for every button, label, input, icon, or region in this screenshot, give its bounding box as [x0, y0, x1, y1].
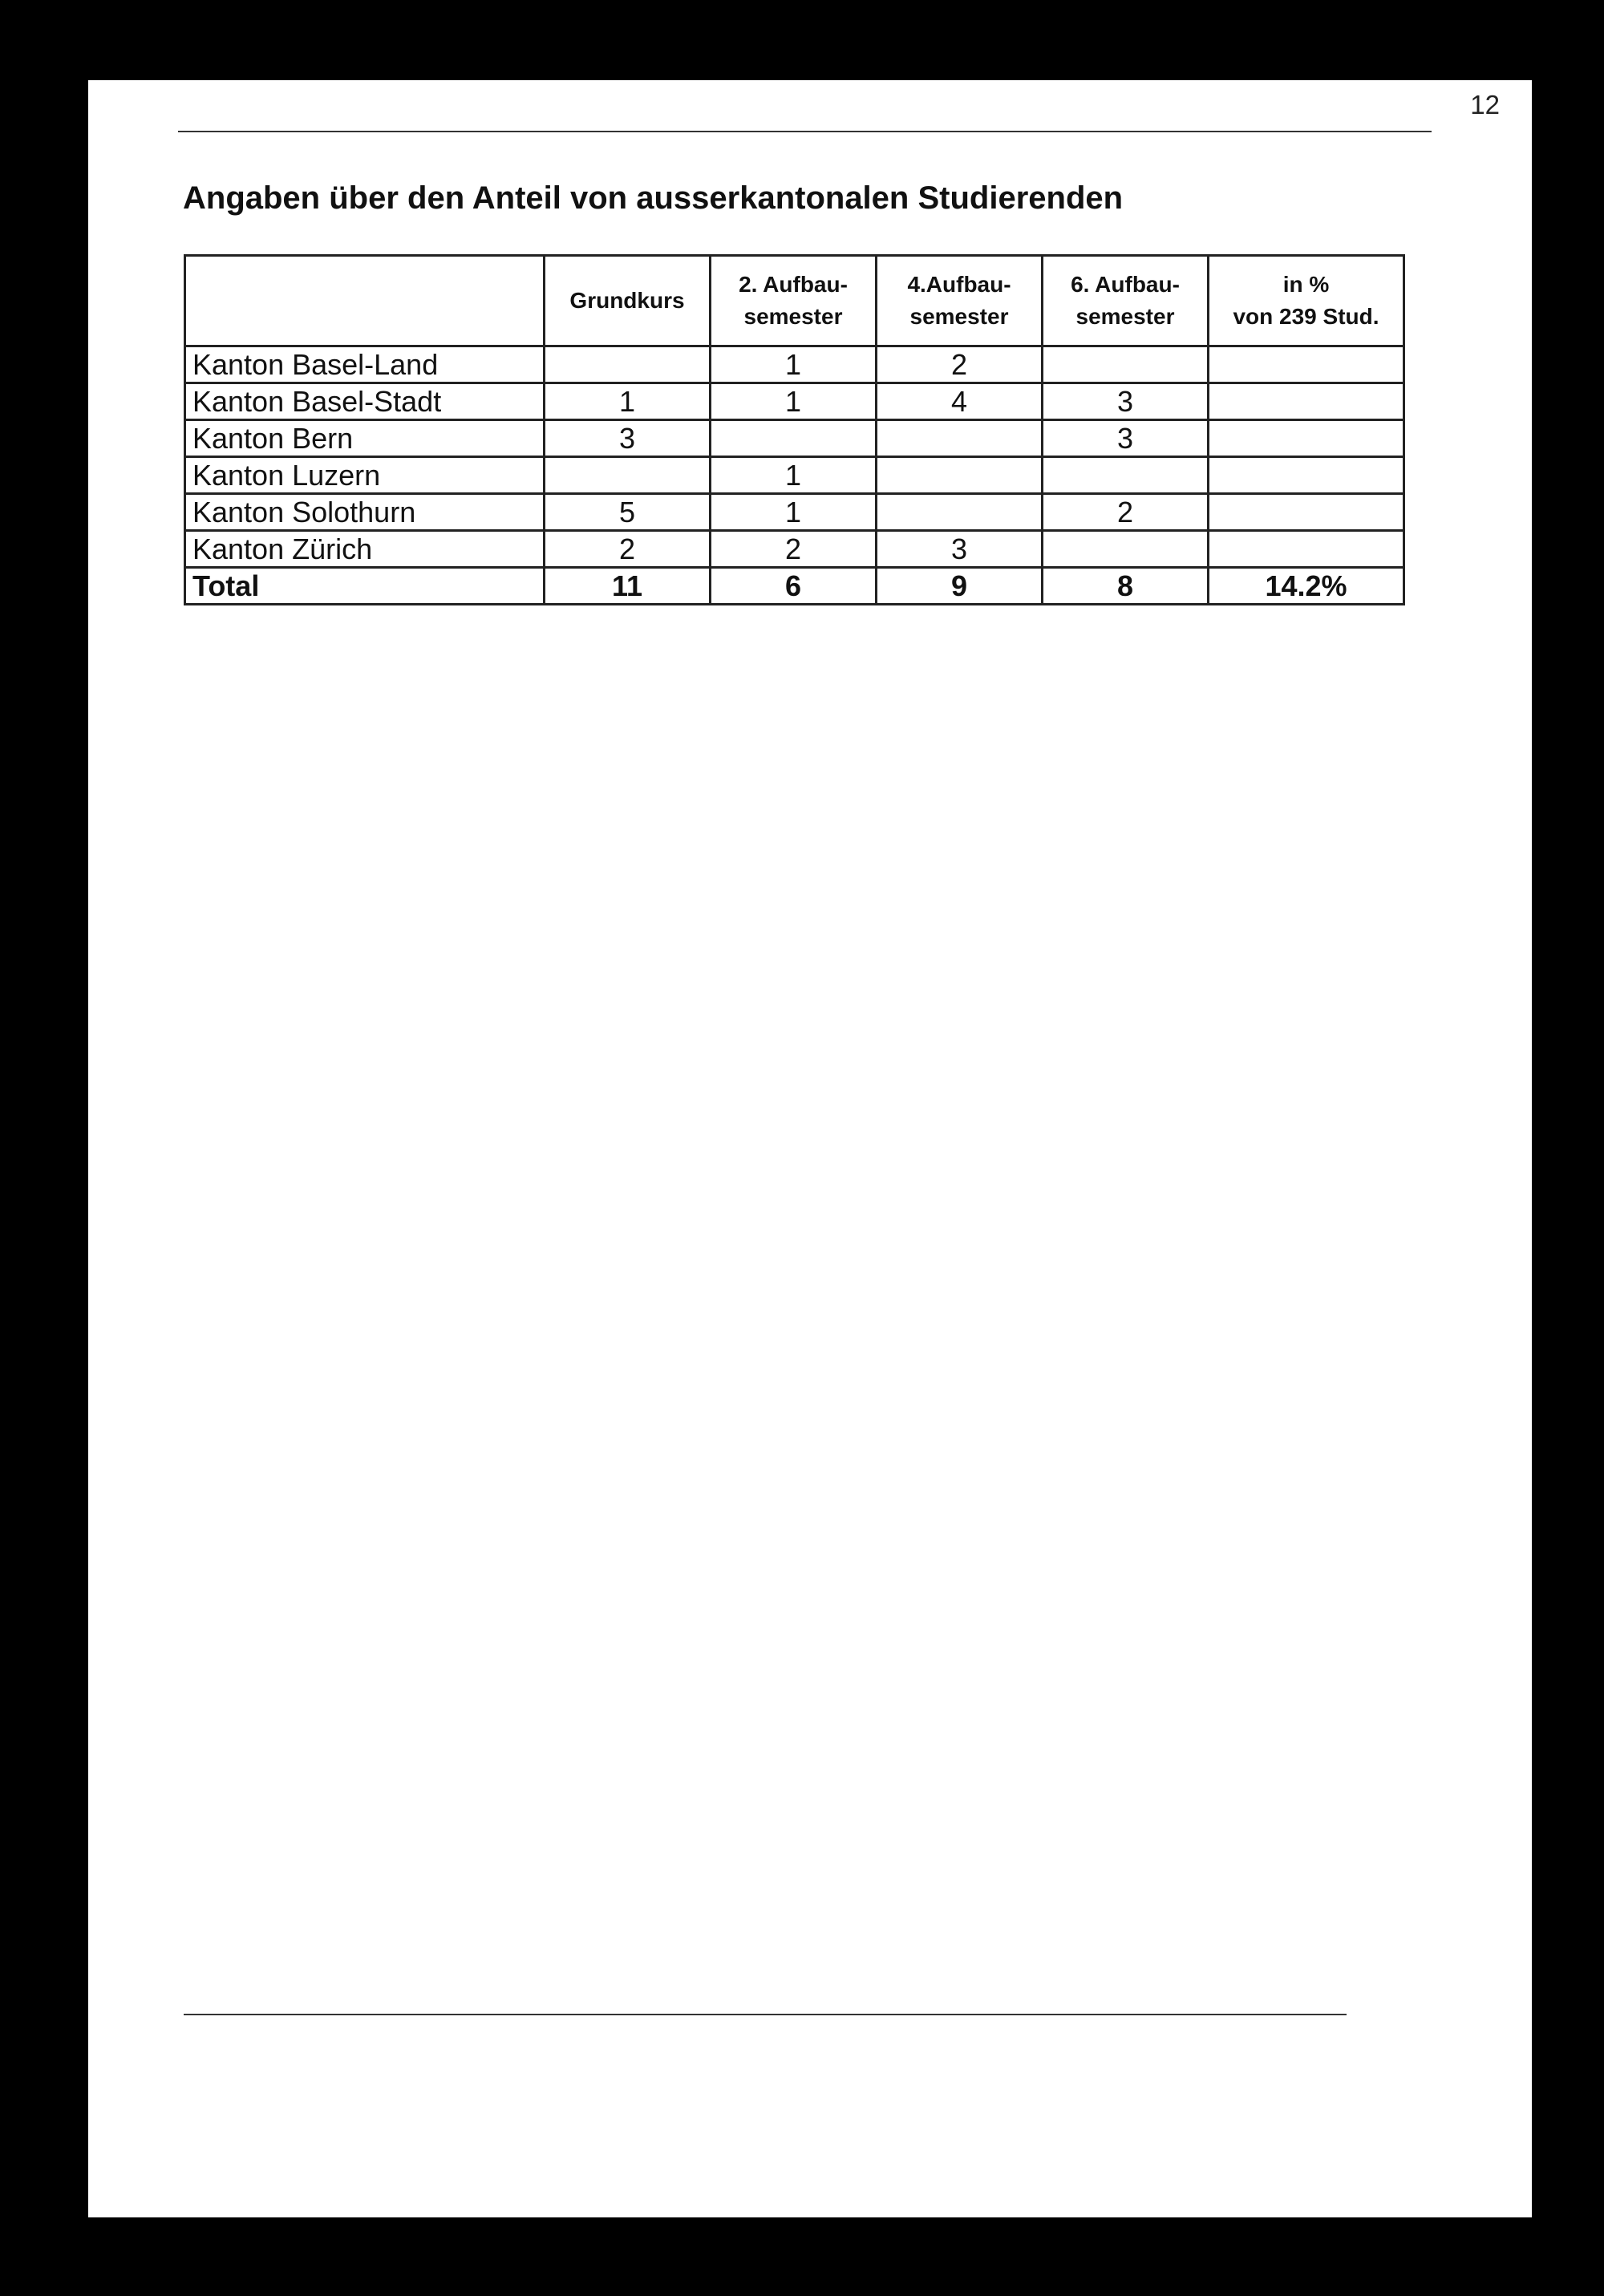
header-6-aufbausemester [1043, 256, 1209, 346]
total-row [185, 568, 1404, 605]
table-row [185, 494, 1404, 531]
cell-percent [1209, 383, 1404, 420]
total-2-aufbau: 6 [711, 568, 877, 605]
header-line: 4.Aufbau- [907, 272, 1011, 297]
total-label: Total [185, 568, 545, 605]
total-percent: 14.2% [1209, 568, 1404, 605]
header-corner [185, 256, 545, 346]
cell-2-aufbau [711, 420, 877, 457]
header-2-aufbausemester [711, 256, 877, 346]
cell-2-aufbau: 2 [711, 531, 877, 568]
document-title: Angaben über den Anteil von ausserkantonalen Studierenden [183, 180, 1124, 216]
header-line: 2. Aufbau- [739, 272, 848, 297]
total-6-aufbau: 8 [1043, 568, 1209, 605]
cell-grundkurs [545, 457, 711, 494]
cell-2-aufbau: 1 [711, 457, 877, 494]
cell-percent [1209, 346, 1404, 383]
header-line: Grundkurs [569, 288, 685, 313]
students-table [184, 254, 1405, 605]
cell-grundkurs [545, 346, 711, 383]
footer-rule [184, 2014, 1347, 2015]
cell-6-aufbau: 3 [1043, 383, 1209, 420]
table-header-row [185, 256, 1404, 346]
header-percent [1209, 256, 1404, 346]
header-line: semester [909, 304, 1009, 329]
cell-4-aufbau [877, 457, 1043, 494]
page-number: 12 [1470, 90, 1500, 119]
cell-4-aufbau: 3 [877, 531, 1043, 568]
header-line: von 239 Stud. [1233, 304, 1379, 329]
cell-grundkurs: 1 [545, 383, 711, 420]
cell-6-aufbau [1043, 531, 1209, 568]
table-row [185, 457, 1404, 494]
header-4-aufbausemester [877, 256, 1043, 346]
row-label: Kanton Basel-Stadt [185, 383, 545, 420]
cell-4-aufbau: 2 [877, 346, 1043, 383]
cell-percent [1209, 531, 1404, 568]
header-grundkurs [545, 256, 711, 346]
cell-percent [1209, 494, 1404, 531]
cell-6-aufbau [1043, 346, 1209, 383]
table-row [185, 531, 1404, 568]
table-row [185, 346, 1404, 383]
cell-grundkurs: 5 [545, 494, 711, 531]
table-row [185, 420, 1404, 457]
cell-2-aufbau: 1 [711, 494, 877, 531]
cell-grundkurs: 3 [545, 420, 711, 457]
row-label: Kanton Bern [185, 420, 545, 457]
cell-6-aufbau [1043, 457, 1209, 494]
cell-percent [1209, 420, 1404, 457]
cell-grundkurs: 2 [545, 531, 711, 568]
row-label: Kanton Zürich [185, 531, 545, 568]
cell-4-aufbau: 4 [877, 383, 1043, 420]
cell-6-aufbau: 3 [1043, 420, 1209, 457]
total-grundkurs: 11 [545, 568, 711, 605]
cell-2-aufbau: 1 [711, 383, 877, 420]
cell-4-aufbau [877, 494, 1043, 531]
cell-percent [1209, 457, 1404, 494]
total-4-aufbau: 9 [877, 568, 1043, 605]
row-label: Kanton Basel-Land [185, 346, 545, 383]
cell-4-aufbau [877, 420, 1043, 457]
cell-2-aufbau: 1 [711, 346, 877, 383]
row-label: Kanton Luzern [185, 457, 545, 494]
header-line: 6. Aufbau- [1071, 272, 1180, 297]
header-line: in % [1282, 272, 1330, 297]
cell-6-aufbau: 2 [1043, 494, 1209, 531]
header-line: semester [1075, 304, 1175, 329]
header-rule [178, 131, 1432, 132]
row-label: Kanton Solothurn [185, 494, 545, 531]
header-line: semester [743, 304, 843, 329]
table-row [185, 383, 1404, 420]
